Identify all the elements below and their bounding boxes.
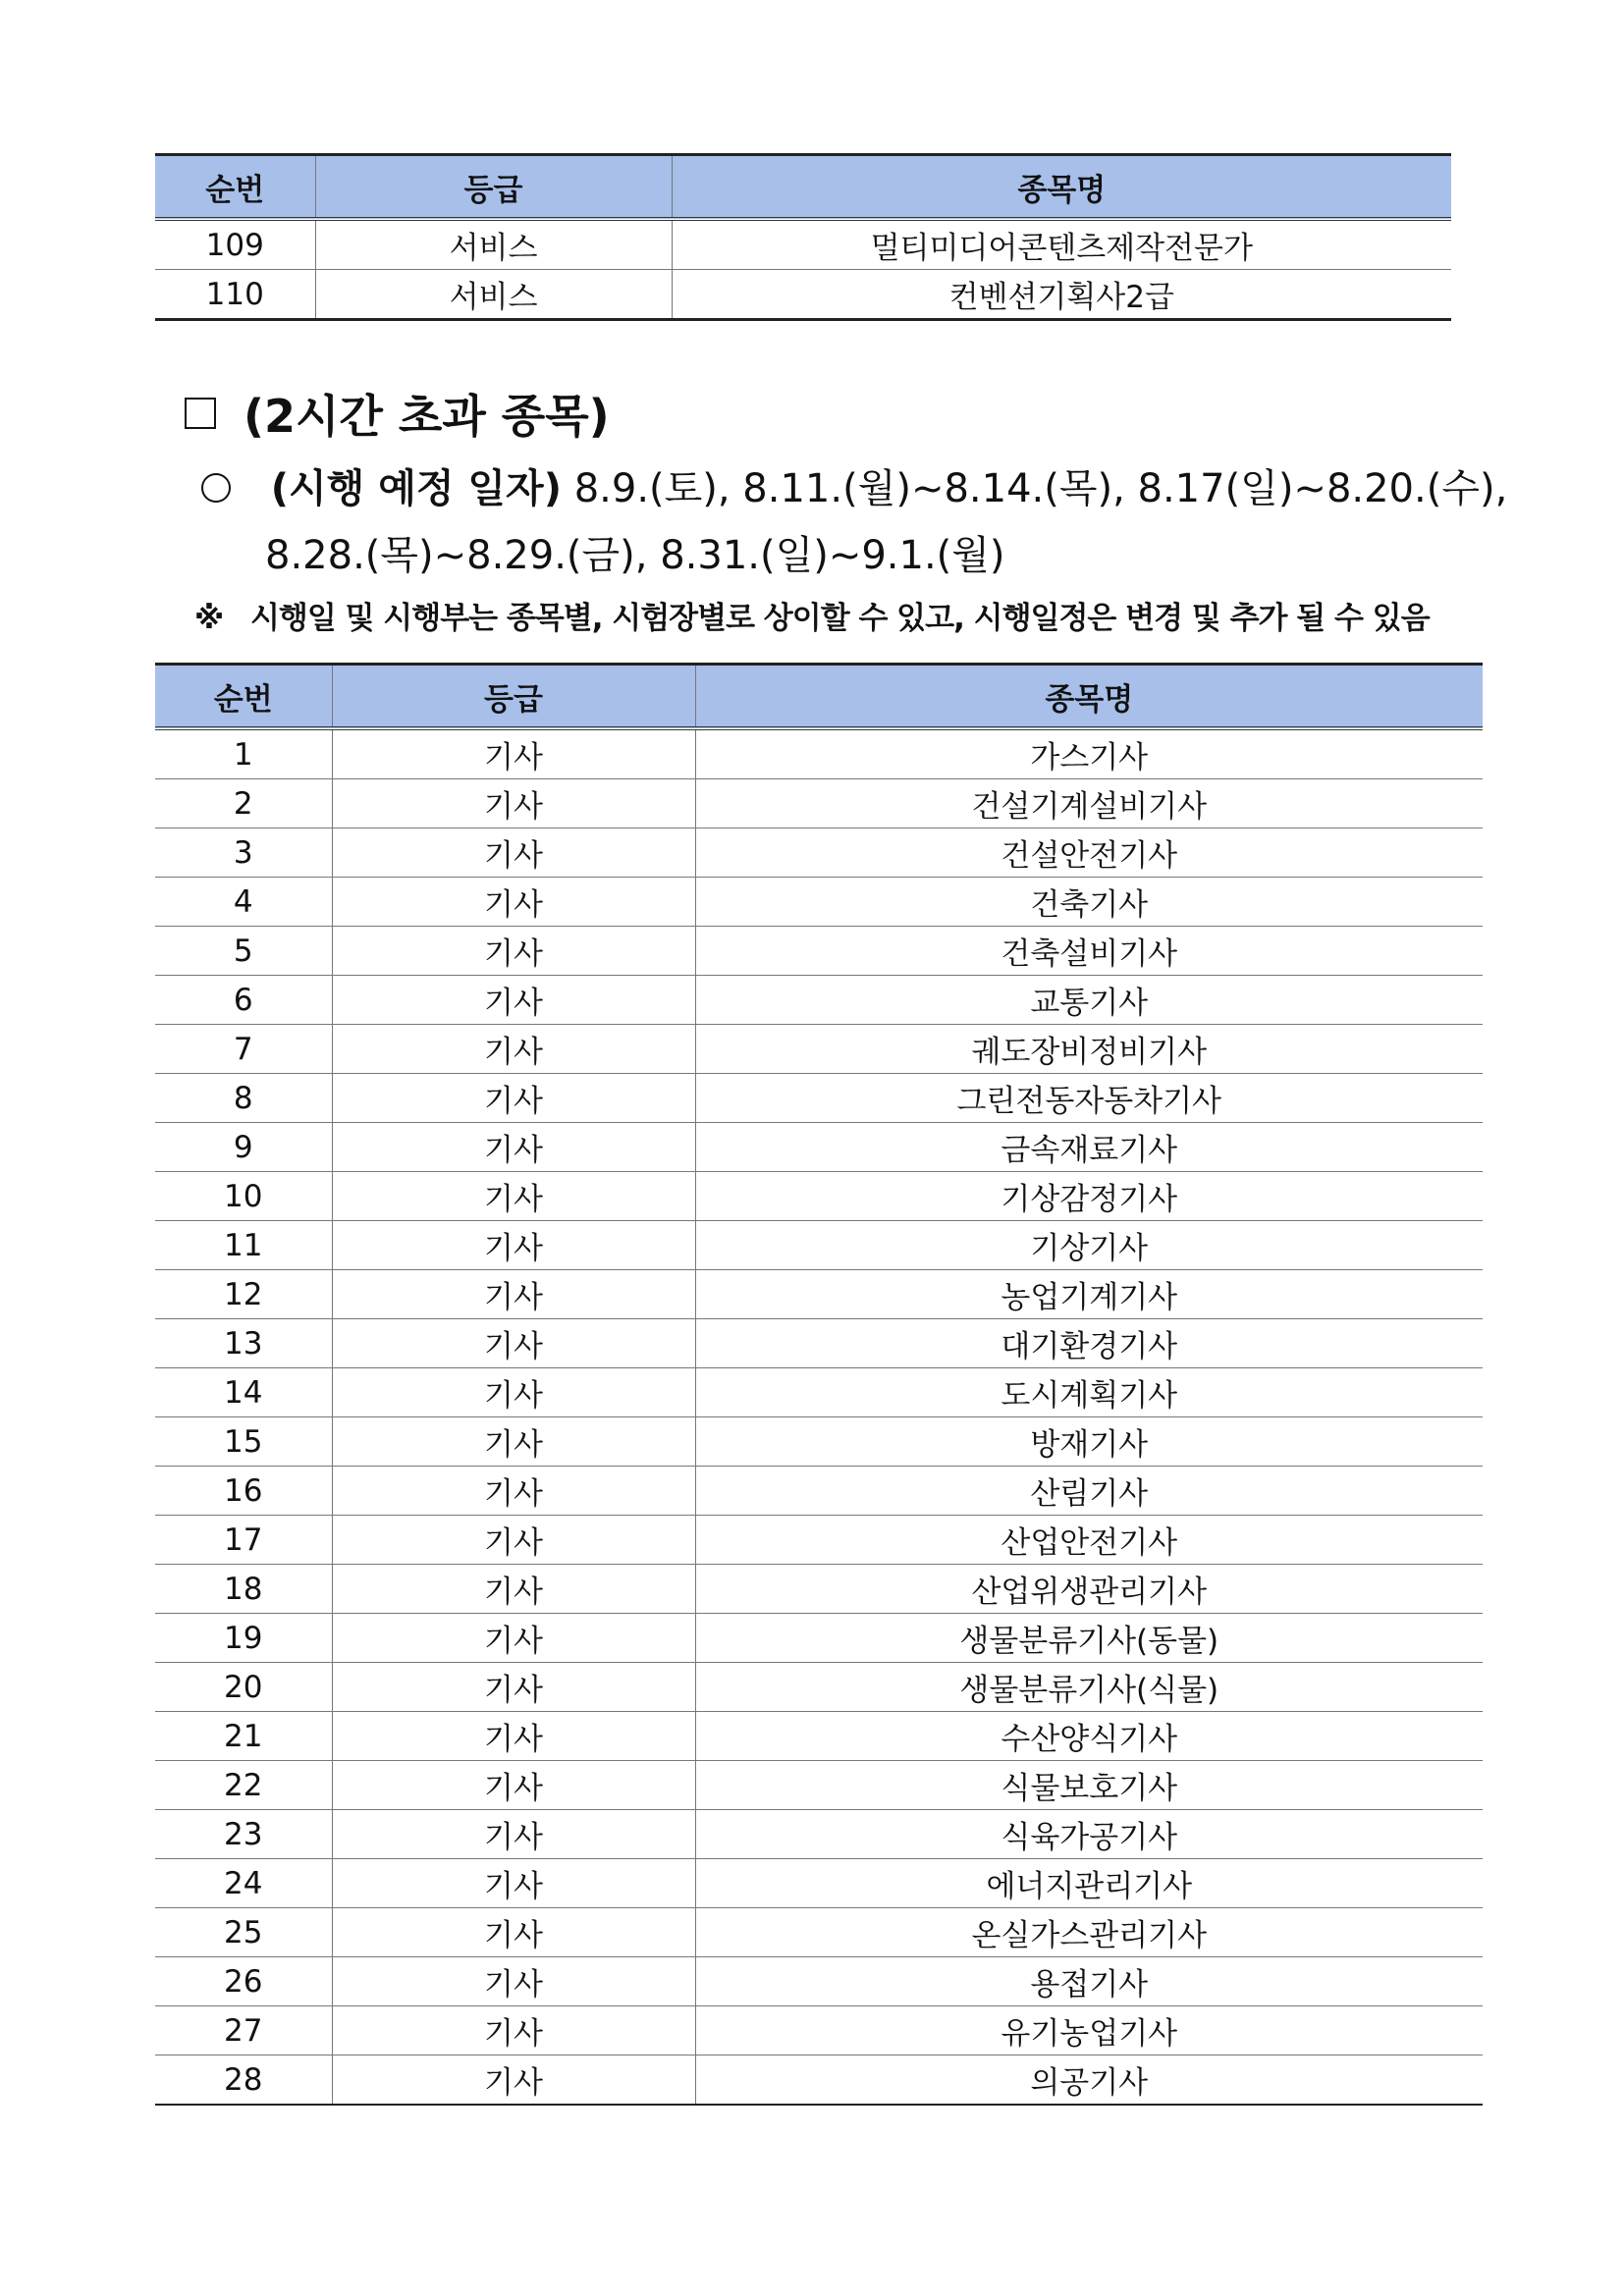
cell-grade: 기사 — [332, 2006, 695, 2056]
cell-number: 11 — [155, 1221, 332, 1270]
cell-item-name: 유기농업기사 — [695, 2006, 1483, 2056]
schedule-dates-1: 8.9.(토), 8.11.(월)~8.14.(목), 8.17(일)~8.20.(수), — [573, 466, 1508, 511]
cell-number: 27 — [155, 2006, 332, 2056]
cell-item-name: 생물분류기사(동물) — [695, 1614, 1483, 1663]
cell-grade: 기사 — [332, 1957, 695, 2006]
table-row — [155, 1172, 1483, 1221]
top-table-header — [155, 155, 1451, 220]
cell-item-name: 건설기계설비기사 — [695, 779, 1483, 828]
section-title — [185, 381, 610, 446]
table-row — [155, 1074, 1483, 1123]
cell-number: 10 — [155, 1172, 332, 1221]
cell-grade: 기사 — [332, 1467, 695, 1516]
cell-item-name: 가스기사 — [695, 728, 1483, 779]
cell-grade: 기사 — [332, 1712, 695, 1761]
cell-grade: 기사 — [332, 828, 695, 878]
table-row — [155, 1319, 1483, 1368]
header-item-name: 종목명 — [672, 155, 1451, 220]
cell-number: 20 — [155, 1663, 332, 1712]
cell-item-name: 컨벤션기획사2급 — [672, 270, 1451, 320]
cell-number: 110 — [155, 270, 315, 320]
cell-item-name: 의공기사 — [695, 2056, 1483, 2106]
cell-number: 14 — [155, 1368, 332, 1417]
cell-grade: 기사 — [332, 1516, 695, 1565]
cell-number: 4 — [155, 878, 332, 927]
main-table — [155, 663, 1483, 2106]
cell-grade: 기사 — [332, 878, 695, 927]
cell-number: 109 — [155, 219, 315, 270]
cell-item-name: 농업기계기사 — [695, 1270, 1483, 1319]
table-row — [155, 878, 1483, 927]
cell-grade: 기사 — [332, 927, 695, 976]
header-grade: 등급 — [315, 155, 672, 220]
cell-number: 12 — [155, 1270, 332, 1319]
cell-item-name: 대기환경기사 — [695, 1319, 1483, 1368]
table-row — [155, 1663, 1483, 1712]
table-row — [155, 1516, 1483, 1565]
table-row — [155, 2006, 1483, 2056]
table-row — [155, 976, 1483, 1025]
cell-number: 24 — [155, 1859, 332, 1908]
cell-number: 8 — [155, 1074, 332, 1123]
cell-number: 18 — [155, 1565, 332, 1614]
table-row — [155, 1368, 1483, 1417]
cell-item-name: 멀티미디어콘텐츠제작전문가 — [672, 219, 1451, 270]
cell-number: 21 — [155, 1712, 332, 1761]
table-row — [155, 1025, 1483, 1074]
cell-item-name: 교통기사 — [695, 976, 1483, 1025]
cell-item-name: 수산양식기사 — [695, 1712, 1483, 1761]
cell-number: 13 — [155, 1319, 332, 1368]
schedule-label: (시행 예정 일자) — [270, 466, 562, 511]
note-mark: ※ — [194, 601, 224, 636]
cell-number: 19 — [155, 1614, 332, 1663]
cell-grade: 기사 — [332, 1908, 695, 1957]
cell-number: 28 — [155, 2056, 332, 2106]
cell-item-name: 궤도장비정비기사 — [695, 1025, 1483, 1074]
cell-item-name: 건축설비기사 — [695, 927, 1483, 976]
cell-item-name: 식물보호기사 — [695, 1761, 1483, 1810]
table-row — [155, 1859, 1483, 1908]
table-row — [155, 1614, 1483, 1663]
cell-item-name: 기상기사 — [695, 1221, 1483, 1270]
table-row — [155, 1565, 1483, 1614]
cell-number: 23 — [155, 1810, 332, 1859]
header-number: 순번 — [155, 665, 332, 729]
cell-grade: 기사 — [332, 1319, 695, 1368]
header-item-name: 종목명 — [695, 665, 1483, 729]
cell-grade: 기사 — [332, 1270, 695, 1319]
table-row — [155, 219, 1451, 270]
cell-grade: 기사 — [332, 1614, 695, 1663]
note-text: 시행일 및 시행부는 종목별, 시험장별로 상이할 수 있고, 시행일정은 변경 및 추가 될 수 있음 — [249, 601, 1430, 636]
main-table-header — [155, 665, 1483, 729]
schedule-line-2 — [265, 524, 1005, 580]
table-row — [155, 2056, 1483, 2106]
cell-item-name: 생물분류기사(식물) — [695, 1663, 1483, 1712]
table-row — [155, 728, 1483, 779]
cell-item-name: 건축기사 — [695, 878, 1483, 927]
cell-number: 5 — [155, 927, 332, 976]
cell-grade: 기사 — [332, 1123, 695, 1172]
table-row — [155, 1810, 1483, 1859]
cell-item-name: 그린전동자동차기사 — [695, 1074, 1483, 1123]
cell-item-name: 산업위생관리기사 — [695, 1565, 1483, 1614]
square-bullet-icon — [185, 398, 216, 429]
table-row — [155, 270, 1451, 320]
table-row — [155, 1957, 1483, 2006]
cell-grade: 기사 — [332, 1417, 695, 1467]
cell-number: 1 — [155, 728, 332, 779]
cell-number: 22 — [155, 1761, 332, 1810]
cell-item-name: 건설안전기사 — [695, 828, 1483, 878]
cell-item-name: 산업안전기사 — [695, 1516, 1483, 1565]
cell-number: 15 — [155, 1417, 332, 1467]
cell-grade: 기사 — [332, 728, 695, 779]
cell-grade: 기사 — [332, 1074, 695, 1123]
cell-number: 6 — [155, 976, 332, 1025]
cell-item-name: 방재기사 — [695, 1417, 1483, 1467]
cell-item-name: 용접기사 — [695, 1957, 1483, 2006]
cell-grade: 기사 — [332, 1565, 695, 1614]
cell-item-name: 식육가공기사 — [695, 1810, 1483, 1859]
cell-number: 17 — [155, 1516, 332, 1565]
cell-grade: 기사 — [332, 1761, 695, 1810]
table-row — [155, 779, 1483, 828]
cell-number: 7 — [155, 1025, 332, 1074]
note — [194, 593, 1430, 637]
cell-number: 16 — [155, 1467, 332, 1516]
cell-grade: 기사 — [332, 1810, 695, 1859]
cell-number: 25 — [155, 1908, 332, 1957]
cell-grade: 기사 — [332, 779, 695, 828]
cell-number: 26 — [155, 1957, 332, 2006]
cell-item-name: 도시계획기사 — [695, 1368, 1483, 1417]
schedule-line-1 — [201, 457, 1507, 513]
table-row — [155, 1270, 1483, 1319]
table-row — [155, 927, 1483, 976]
top-table — [155, 153, 1451, 321]
cell-number: 2 — [155, 779, 332, 828]
cell-item-name: 온실가스관리기사 — [695, 1908, 1483, 1957]
circle-bullet-icon — [201, 473, 231, 503]
cell-grade: 기사 — [332, 1368, 695, 1417]
table-row — [155, 1712, 1483, 1761]
cell-grade: 기사 — [332, 1663, 695, 1712]
cell-grade: 서비스 — [315, 219, 672, 270]
cell-grade: 기사 — [332, 1221, 695, 1270]
table-row — [155, 1123, 1483, 1172]
table-row — [155, 1417, 1483, 1467]
cell-item-name: 기상감정기사 — [695, 1172, 1483, 1221]
section-title-text: (2시간 초과 종목) — [244, 390, 610, 443]
cell-grade: 서비스 — [315, 270, 672, 320]
cell-grade: 기사 — [332, 1025, 695, 1074]
cell-number: 3 — [155, 828, 332, 878]
cell-number: 9 — [155, 1123, 332, 1172]
cell-grade: 기사 — [332, 2056, 695, 2106]
schedule-dates-2: 8.28.(목)~8.29.(금), 8.31.(일)~9.1.(월) — [265, 533, 1005, 578]
header-number: 순번 — [155, 155, 315, 220]
table-row — [155, 1761, 1483, 1810]
cell-item-name: 금속재료기사 — [695, 1123, 1483, 1172]
cell-grade: 기사 — [332, 976, 695, 1025]
table-row — [155, 1467, 1483, 1516]
table-row — [155, 828, 1483, 878]
cell-item-name: 에너지관리기사 — [695, 1859, 1483, 1908]
table-row — [155, 1221, 1483, 1270]
cell-item-name: 산림기사 — [695, 1467, 1483, 1516]
cell-grade: 기사 — [332, 1172, 695, 1221]
table-row — [155, 1908, 1483, 1957]
cell-grade: 기사 — [332, 1859, 695, 1908]
header-grade: 등급 — [332, 665, 695, 729]
